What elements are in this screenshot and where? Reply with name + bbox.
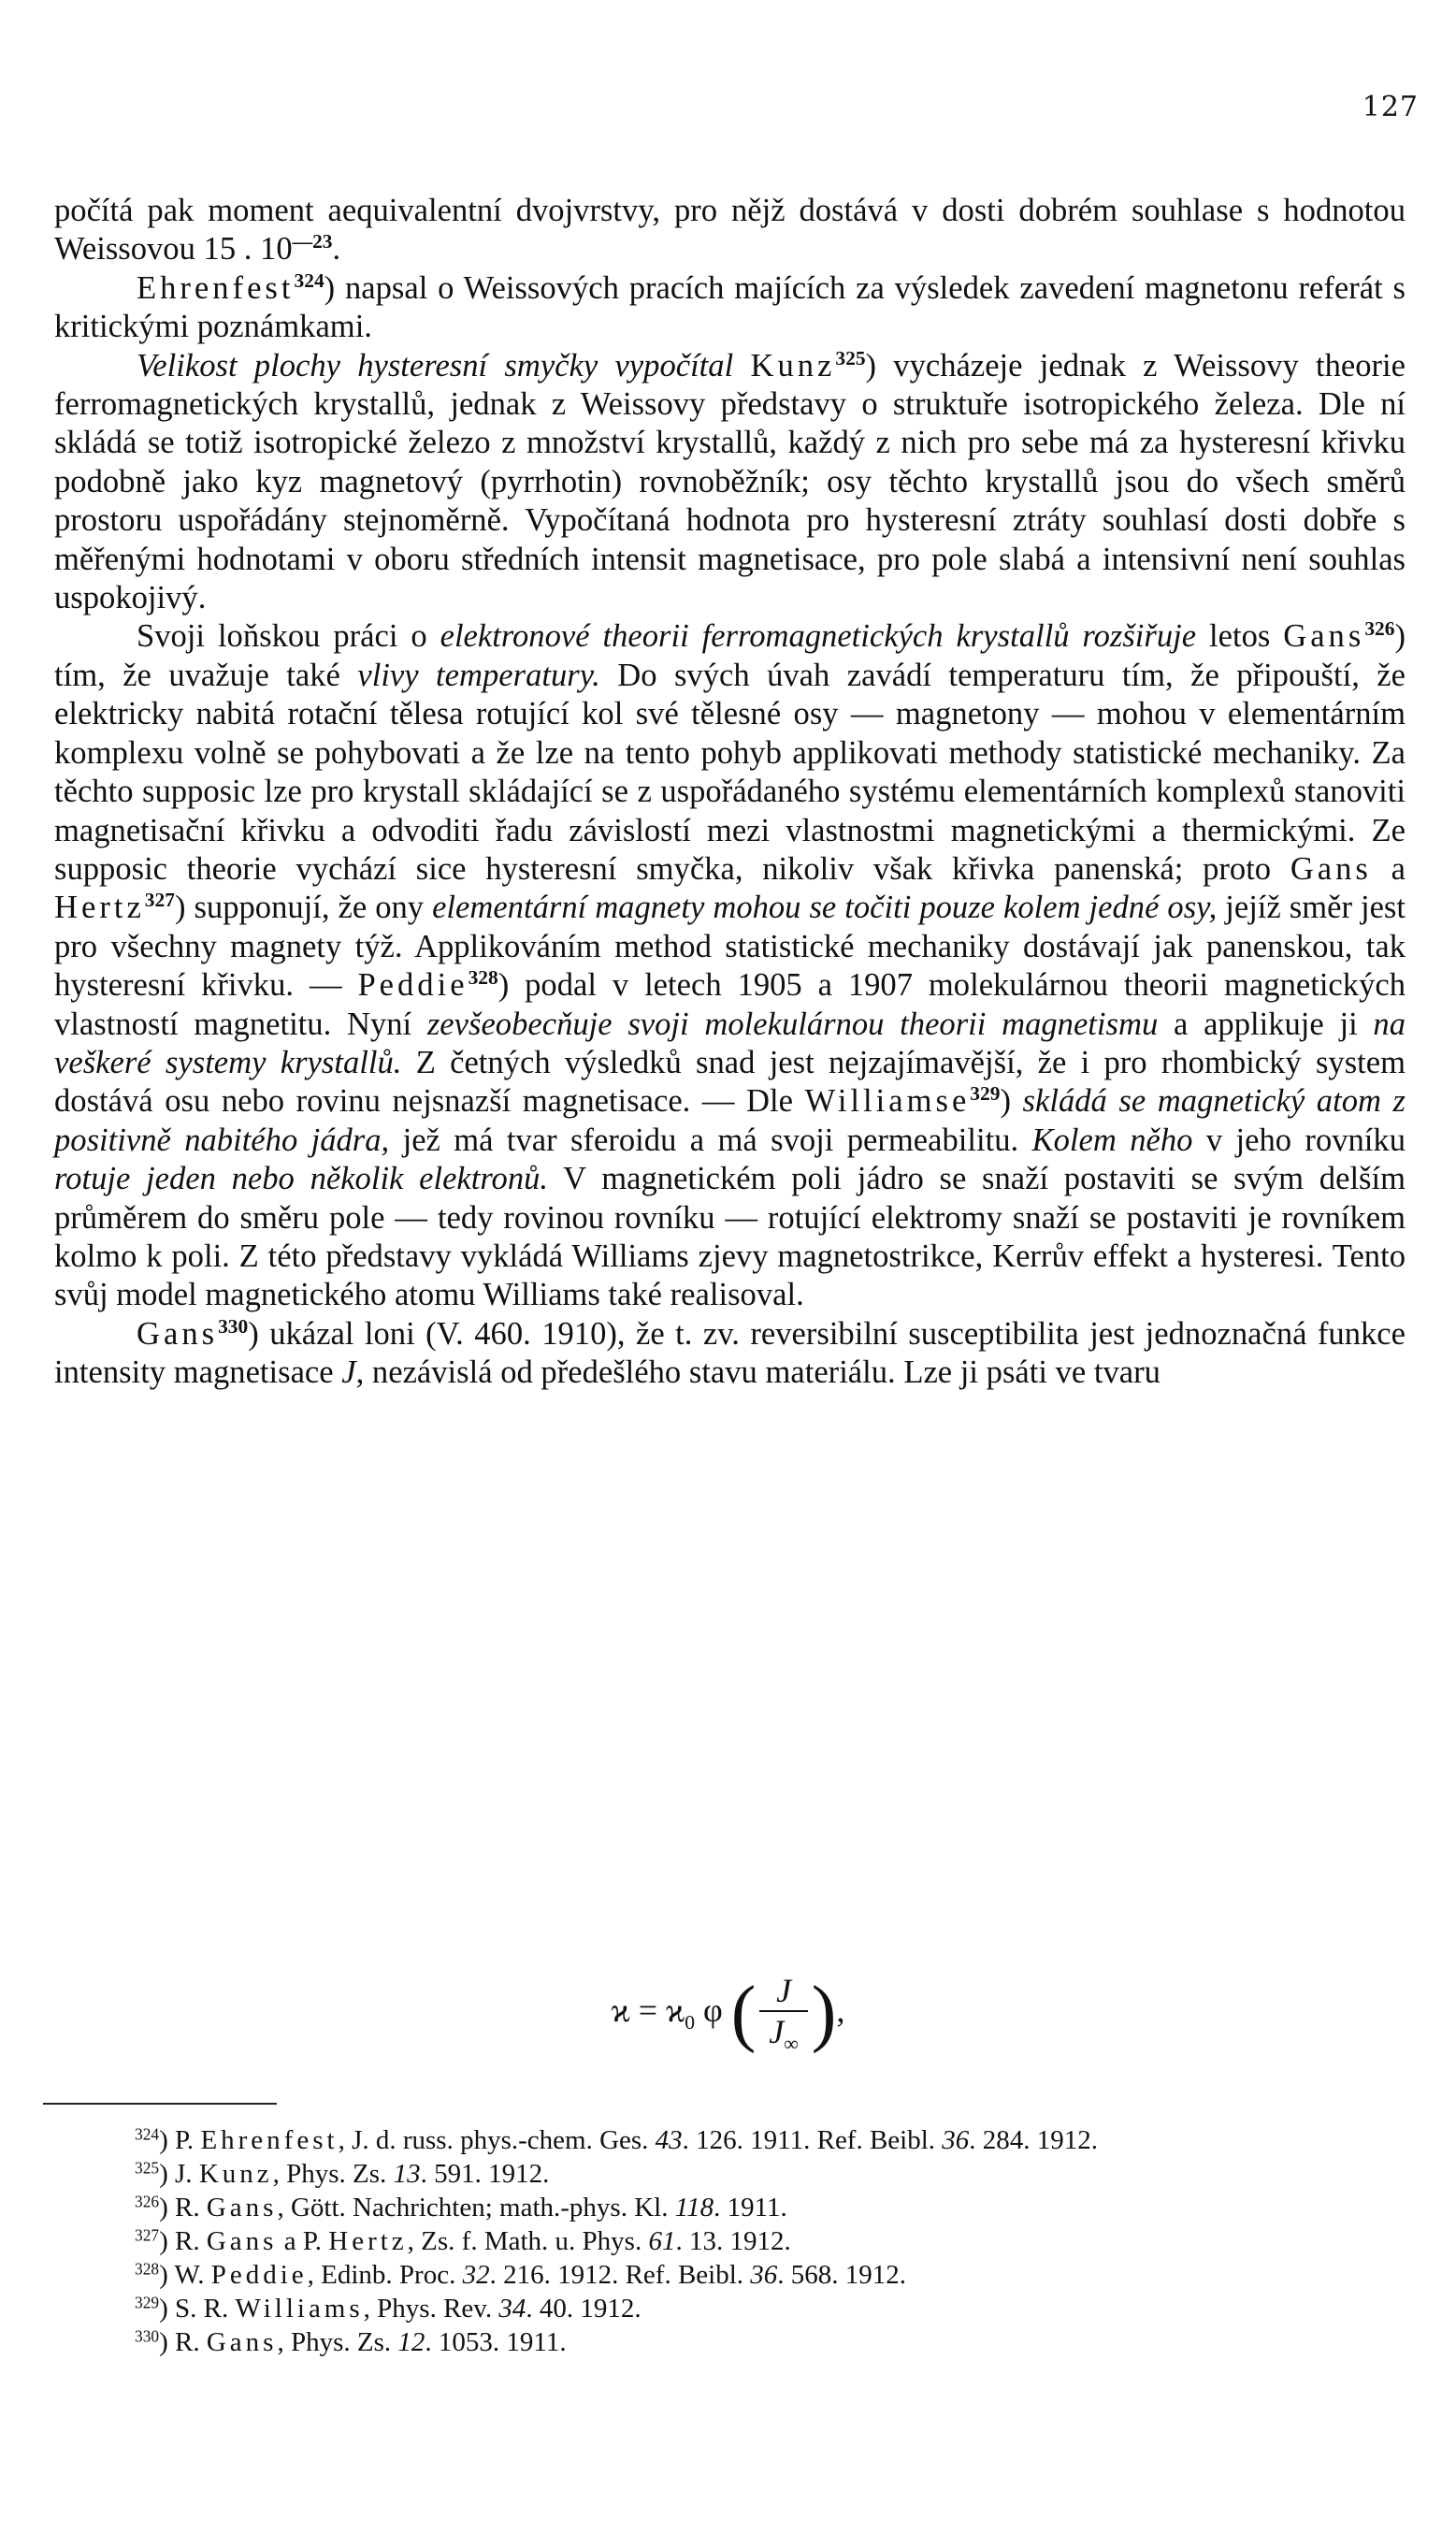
text-run: , Gött. Nachrichten; math.-phys. Kl. [277, 2193, 675, 2223]
footnote-paren: ) [159, 2260, 175, 2290]
text-run: S. R. [175, 2294, 236, 2324]
text-run: jejíž směr jest pro všechny magnety týž. Applikováním method statistické mechaniky dostávají jak panenskou, tak hysteresní křivku. — [54, 890, 1406, 1004]
text-run: a [1371, 850, 1406, 887]
text-run: ) [1000, 1083, 1023, 1120]
footnote-paren: ) [159, 2193, 176, 2223]
text-run: , Phys. Zs. [277, 2327, 398, 2357]
paragraph [54, 269, 1406, 347]
text-run: , Edinb. Proc. [307, 2260, 463, 2290]
text-run: jež má tvar sferoidu a má svoji permeabilitu. [389, 1122, 1032, 1158]
text-run: . 13. 1912. [675, 2226, 791, 2256]
text-run: , nezávislá od předešlého stavu materiálu. Lze ji psáti ve tvaru [355, 1354, 1160, 1391]
text-run: . 126. 1911. Ref. Beibl. [682, 2125, 943, 2155]
text-run: . 568. 1912. [777, 2260, 907, 2290]
text-run: a P. [277, 2226, 329, 2256]
author-name: Gans [206, 2193, 278, 2223]
author-name: Gans [206, 2226, 278, 2256]
author-name: Williams [235, 2294, 364, 2324]
text-run: ) podal v letech 1905 a 1907 molekulárnou theorii magnetických vlastností magnetitu. Nyní [54, 967, 1406, 1042]
reference-marker: 328 [468, 966, 498, 990]
text-run: a applikuje ji [1158, 1006, 1374, 1042]
footnote-paren: ) [159, 2327, 176, 2357]
footnote-number: 329 [135, 2293, 160, 2312]
text-run: R. [175, 2226, 207, 2256]
reference-marker: 326 [1364, 617, 1395, 641]
author-name: Peddie [210, 2260, 308, 2290]
footnote-paren: ) [159, 2226, 176, 2256]
text-run: ) supponují, že ony [174, 890, 433, 926]
author-name: Peddie [357, 967, 469, 1004]
footnote-number: 326 [135, 2192, 160, 2211]
italic-phrase: rotuje jeden nebo několik elektronů. [54, 1161, 549, 1197]
text-run: , J. d. russ. phys.-chem. Ges. [338, 2125, 656, 2155]
text-run [733, 348, 750, 384]
text-run: Z četných výsledků snad jest nejzajímavější, že i pro rhombický system dostává osu nebo rovinu nejsnazší magnetisace. — Dle [54, 1044, 1406, 1120]
text-run: , Zs. f. Math. u. Phys. [407, 2226, 649, 2256]
footnote [54, 2157, 1406, 2191]
italic-phrase: elementární magnety mohou se točiti pouze kolem jedné osy, [432, 890, 1218, 926]
formula-left-paren: ( [730, 1972, 757, 2055]
paragraph [54, 347, 1406, 618]
text-run: v jeho rovníku [1192, 1122, 1406, 1158]
text-run: W. [174, 2260, 211, 2290]
author-name: Ehrenfest [137, 269, 295, 306]
italic-phrase: 36 [750, 2260, 778, 2290]
formula-fraction [759, 1971, 807, 2056]
footnote-number: 324 [135, 2124, 160, 2144]
italic-phrase: na veškeré systemy krystallů. [54, 1006, 1406, 1080]
author-name: Gans [206, 2327, 278, 2357]
italic-phrase: Velikost plochy hysteresní smyčky vypočítal [137, 347, 734, 384]
paragraph [54, 1315, 1406, 1393]
footnote [54, 2325, 1406, 2359]
italic-phrase: J [341, 1354, 356, 1391]
footnote-number: 327 [135, 2225, 160, 2245]
paragraph [54, 617, 1406, 1314]
formula-denominator-subscript: ∞ [784, 2033, 799, 2056]
author-name: Gans [1283, 618, 1365, 655]
text-run: P. [175, 2125, 201, 2155]
author-name: Hertz [54, 890, 145, 926]
author-name: Kunz [750, 347, 836, 384]
italic-phrase: zevšeobecňuje svoji molekulárnou theorii magnetismu [426, 1006, 1159, 1042]
italic-phrase: 36 [942, 2125, 970, 2155]
footnote-rule [43, 2103, 277, 2105]
text-run: . [332, 231, 341, 268]
text-run: . 1053. 1911. [425, 2327, 567, 2357]
italic-phrase: Kolem něho [1031, 1122, 1193, 1158]
footnote-paren: ) [159, 2125, 176, 2155]
author-name: Ehrenfest [200, 2125, 339, 2155]
reference-marker: 327 [144, 889, 175, 912]
reference-marker: 330 [218, 1314, 249, 1338]
italic-phrase: 13 [393, 2159, 421, 2189]
text-run: ) ukázal loni (V. 460. 1910), že t. zv. reversibilní susceptibilita jest jednoznačná funkce intensity magnetisace [54, 1315, 1406, 1391]
footnote [54, 2191, 1406, 2224]
text-run: počítá pak moment aequivalentní dvojvrstvy, pro nějž dostává v dosti dobrém souhlase s hodnotou Weissovou 15 . 10 [54, 193, 1406, 268]
formula-lhs: ϰ = ϰ [611, 1991, 685, 2029]
text-run: R. [175, 2193, 207, 2223]
author-name: Gans [1290, 850, 1372, 887]
formula-phi: φ [702, 1991, 723, 2029]
formula-trailing-comma: , [836, 1991, 845, 2029]
text-run: letos [1196, 618, 1284, 655]
italic-phrase: 32 [462, 2260, 490, 2290]
italic-phrase: 43 [655, 2125, 683, 2155]
reference-marker: —23 [292, 230, 333, 253]
italic-phrase: vlivy temperatury. [357, 657, 600, 693]
formula-denominator-symbol: J [769, 2013, 785, 2050]
formula-denominator [759, 2012, 807, 2056]
formula-numerator: J [759, 1971, 807, 2012]
italic-phrase: skládá se magnetický atom z positivně nabitého jádra, [54, 1083, 1406, 1158]
body-text [54, 192, 1406, 1393]
footnote-number: 330 [135, 2326, 160, 2346]
page-number: 127 [1362, 91, 1419, 123]
footnote-number: 325 [135, 2158, 160, 2178]
paragraph [54, 192, 1406, 269]
text-run: . 216. 1912. Ref. Beibl. [489, 2260, 751, 2290]
text-run: . 40. 1912. [526, 2294, 642, 2324]
italic-phrase: elektronové theorii ferromagnetických krystallů rozšiřuje [440, 618, 1197, 655]
italic-phrase: 12 [397, 2327, 425, 2357]
formula-subscript: 0 [685, 2011, 695, 2034]
italic-phrase: 61 [648, 2226, 676, 2256]
formula [0, 1971, 1456, 2056]
text-run: . 591. 1912. [420, 2159, 550, 2189]
footnote [54, 2258, 1406, 2292]
italic-phrase: 118 [674, 2193, 714, 2223]
text-run: . 284. 1912. [969, 2125, 1099, 2155]
footnote [54, 2292, 1406, 2325]
reference-marker: 329 [970, 1082, 1001, 1106]
reference-marker: 325 [835, 346, 866, 369]
author-name: Williamse [804, 1083, 971, 1120]
footnote-paren: ) [159, 2159, 176, 2189]
text-run: R. [175, 2327, 207, 2357]
author-name: Kunz [198, 2159, 273, 2189]
text-run: . 1911. [714, 2193, 787, 2223]
footnote [54, 2224, 1406, 2258]
text-run: Svoji loňskou práci o [137, 618, 440, 655]
formula-right-paren: ) [811, 1972, 837, 2055]
reference-marker: 324 [294, 269, 324, 293]
text-run: , Phys. Zs. [272, 2159, 394, 2189]
author-name: Gans [137, 1315, 219, 1352]
footnotes [54, 2123, 1406, 2359]
author-name: Hertz [328, 2226, 408, 2256]
text-run: ) vycházeje jednak z Weissovy theorie ferromagnetických krystallů, jednak z Weissovy představy o struktuře isotropického železa. Dle ní skládá se totiž isotropické železo z množství krystallů, každý z nich pro sebe má za hysteresní křivku podobně jako kyz magnetový (pyrrhotin) rovnoběžník; osy těchto krystallů jsou do všech směrů prostoru uspořádány stejnoměrně. Vypočítaná hodnota pro hysteresní ztráty souhlasí dosti dobře s měřenými hodnotami v oboru středních intensit magnetisace, pro pole slabá a intensivní není souhlas uspokojivý. [54, 347, 1406, 616]
text-run: , Phys. Rev. [363, 2294, 499, 2324]
text-run: V magnetickém poli jádro se snaží postaviti se svým delším průměrem do směru pole — tedy rovinou rovníku — rotující elektromy snaží se postaviti je rovníkem kolmo k poli. Z této představy vykládá Williams zjevy magnetostrikce, Kerrův effekt a hysteresi. Tento svůj model magnetického atomu Williams také realisoval. [54, 1161, 1406, 1313]
footnote-number: 328 [135, 2259, 160, 2279]
text-run: ) tím, že uvažuje také [54, 618, 1406, 693]
italic-phrase: 34 [498, 2294, 526, 2324]
text-run: Do svých úvah zavádí temperaturu tím, že připouští, že elektricky nabitá rotační tělesa rotující kol své tělesné osy — magnetony — mohou v elementárním komplexu volně se pohybovati a že lze na tento pohyb applikovati methody statistické mechaniky. Za těchto supposic lze pro krystall skládající se z uspořádaného systému elementárních komplexů stanoviti magnetisační křivku a odvoditi řadu závislostí mezi vlastnostmi magnetickými a thermickými. Ze supposic theorie vychází sice hysteresní smyčka, nikoliv však křivka panenská; proto [54, 657, 1406, 887]
text-run: J. [175, 2159, 199, 2189]
text-run: ) napsal o Weissových pracích majících za výsledek zavedení magnetonu referát s kritickými poznámkami. [54, 269, 1406, 345]
footnote-paren: ) [159, 2294, 176, 2324]
footnote [54, 2123, 1406, 2157]
